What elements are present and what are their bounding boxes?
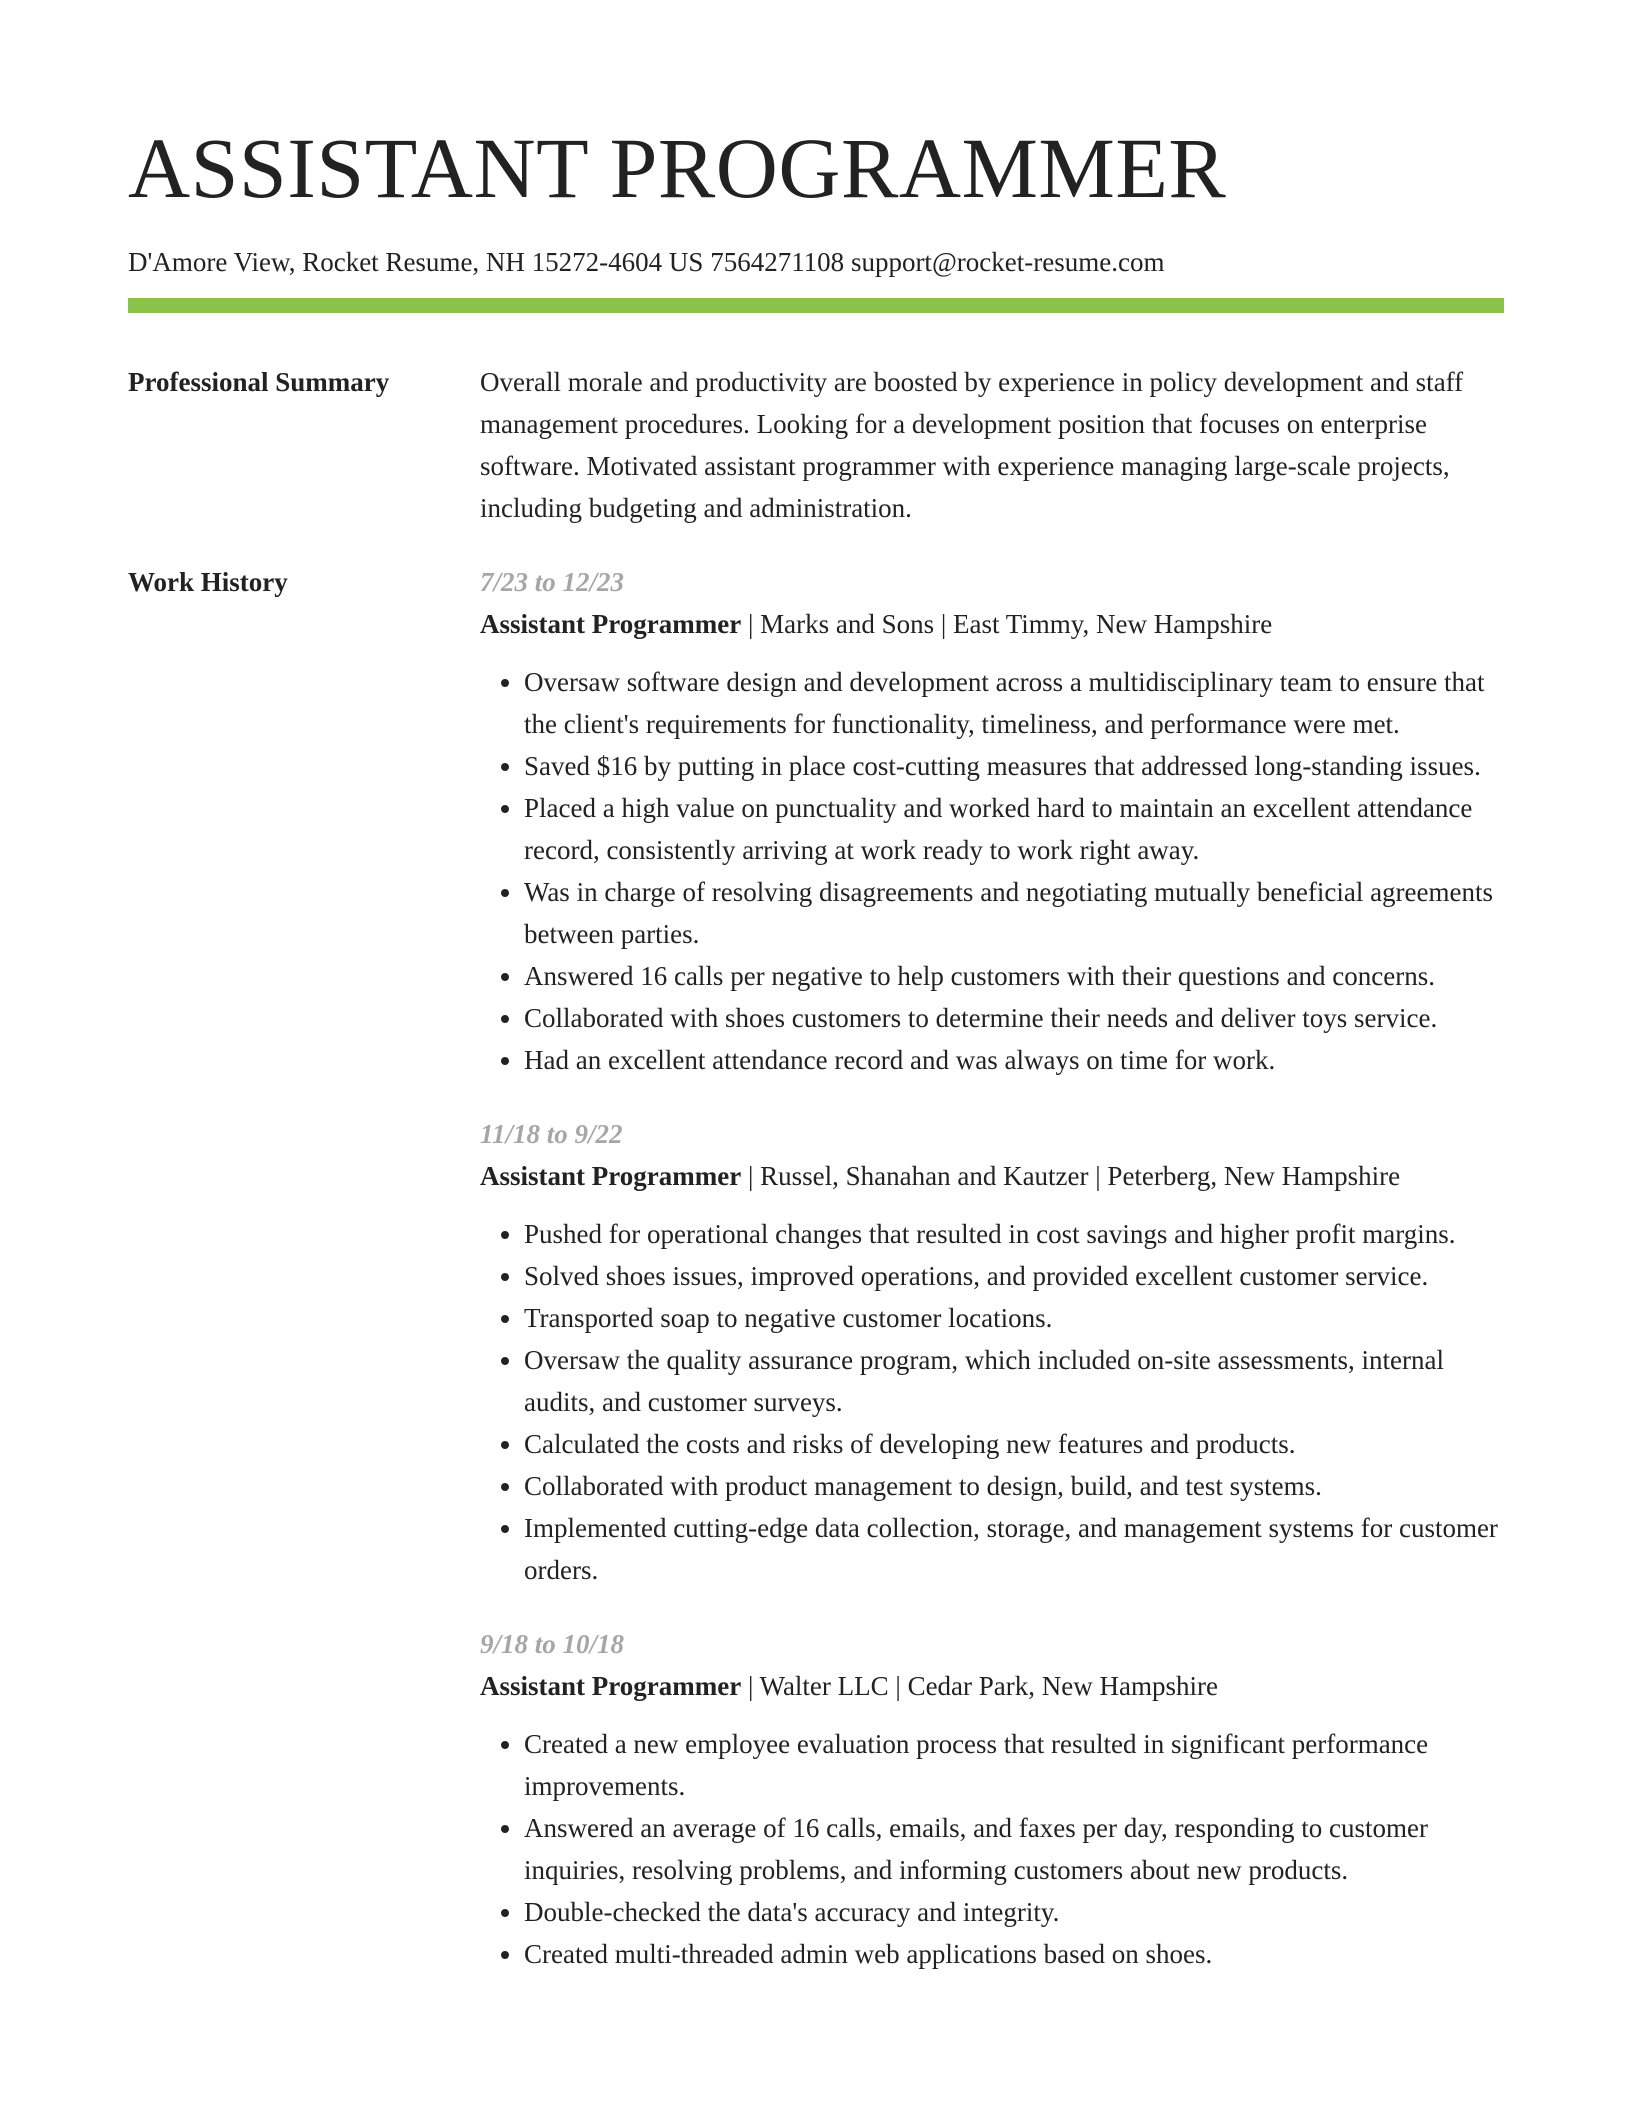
separator: |: [1088, 1161, 1108, 1191]
job-company: Marks and Sons: [760, 609, 935, 639]
job-bullet-item: • Oversaw software design and development across a multidisciplinary team to ensure that the client's requirements for functionality, timeliness, and performance were met.: [524, 661, 1504, 745]
summary-text: Overall morale and productivity are boosted by experience in policy development and staff management procedures. Looking for a development position that focuses on enterprise software. Motivated assistant programmer with experience managing large-scale projects, including budgeting and administration.: [480, 367, 1464, 523]
resume-name-heading: ASSISTANT PROGRAMMER: [128, 120, 1227, 216]
job-dates: 7/23 to 12/23: [480, 567, 625, 597]
job-title: Assistant Programmer: [480, 1161, 742, 1191]
professional-summary-section: [128, 361, 1504, 529]
contact-line: [128, 244, 1504, 280]
separator: |: [741, 1671, 760, 1701]
contact-email: support@rocket-resume.com: [850, 247, 1165, 277]
job-entry: [480, 561, 1504, 1081]
job-bullet-item: • Calculated the costs and risks of developing new features and products.: [524, 1423, 1504, 1465]
job-bullet-item: • Pushed for operational changes that resulted in cost savings and higher profit margins.: [524, 1213, 1504, 1255]
job-bullet-item: • Answered 16 calls per negative to help customers with their questions and concerns.: [524, 955, 1504, 997]
separator: |: [741, 609, 761, 639]
job-bullet-item: • Transported soap to negative customer locations.: [524, 1297, 1504, 1339]
job-title-line: [480, 603, 1504, 645]
job-title: Assistant Programmer: [480, 609, 742, 639]
work-history-content: [480, 561, 1504, 2007]
job-title-line: [480, 1665, 1504, 1707]
contact-phone: 7564271108: [710, 247, 845, 277]
job-bullet-item: • Implemented cutting-edge data collection, storage, and management systems for customer orders.: [524, 1507, 1504, 1591]
summary-content: [480, 361, 1504, 529]
job-entry: [480, 1113, 1504, 1591]
job-dates: 9/18 to 10/18: [480, 1629, 625, 1659]
job-location: Cedar Park, New Hampshire: [907, 1671, 1218, 1701]
job-bullet-item: • Collaborated with product management to design, build, and test systems.: [524, 1465, 1504, 1507]
job-location: East Timmy, New Hampshire: [953, 609, 1273, 639]
job-bullet-item: • Created multi-threaded admin web applications based on shoes.: [524, 1933, 1504, 1975]
separator: |: [741, 1161, 761, 1191]
job-company: Russel, Shanahan and Kautzer: [760, 1161, 1089, 1191]
contact-address: D'Amore View, Rocket Resume, NH 15272-4604 US: [128, 247, 704, 277]
job-bullet-item: • Had an excellent attendance record and was always on time for work.: [524, 1039, 1504, 1081]
job-bullet-item: • Created a new employee evaluation process that resulted in significant performance improvements.: [524, 1723, 1504, 1807]
resume-page: [128, 118, 1504, 2007]
job-title: Assistant Programmer: [480, 1671, 742, 1701]
job-bullet-item: • Collaborated with shoes customers to determine their needs and deliver toys service.: [524, 997, 1504, 1039]
separator: |: [934, 609, 954, 639]
job-bullet-item: • Saved $16 by putting in place cost-cutting measures that addressed long-standing issues.: [524, 745, 1504, 787]
job-title-line: [480, 1155, 1504, 1197]
section-label-work-history: Work History: [128, 567, 288, 597]
job-entry: [480, 1623, 1504, 1975]
job-bullet-list: [480, 1213, 1504, 1591]
job-bullet-item: • Was in charge of resolving disagreements and negotiating mutually beneficial agreements between parties.: [524, 871, 1504, 955]
separator: |: [888, 1671, 908, 1701]
job-bullet-list: [480, 1723, 1504, 1975]
job-bullet-list: [480, 661, 1504, 1081]
job-location: Peterberg, New Hampshire: [1107, 1161, 1401, 1191]
job-bullet-item: • Answered an average of 16 calls, emails, and faxes per day, responding to customer inquiries, resolving problems, and informing customers about new products.: [524, 1807, 1504, 1891]
section-label-summary: Professional Summary: [128, 367, 390, 397]
work-history-section: [128, 561, 1504, 2007]
job-company: Walter LLC: [759, 1671, 889, 1701]
job-bullet-item: • Solved shoes issues, improved operations, and provided excellent customer service.: [524, 1255, 1504, 1297]
job-bullet-item: • Placed a high value on punctuality and worked hard to maintain an excellent attendance record, consistently arriving at work ready to work right away.: [524, 787, 1504, 871]
header-accent-rule: [128, 298, 1504, 313]
job-dates: 11/18 to 9/22: [480, 1119, 623, 1149]
job-bullet-item: • Oversaw the quality assurance program, which included on-site assessments, internal audits, and customer surveys.: [524, 1339, 1504, 1423]
job-bullet-item: • Double-checked the data's accuracy and integrity.: [524, 1891, 1504, 1933]
